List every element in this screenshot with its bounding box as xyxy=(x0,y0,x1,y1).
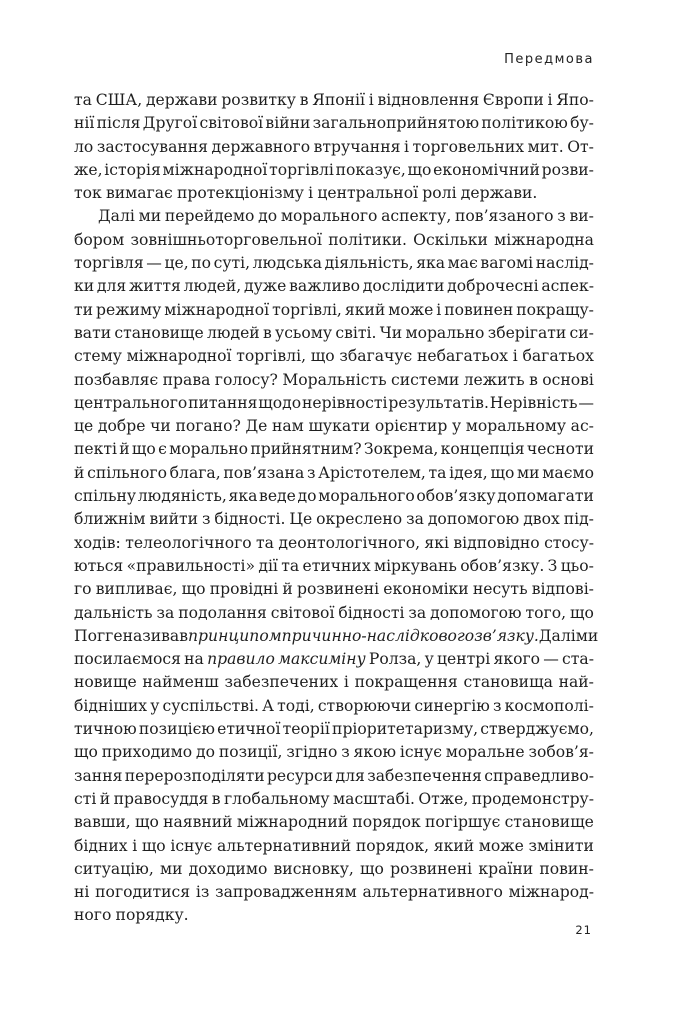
text-line: ні погодитися із запровадженням альтернативного міжнарод- xyxy=(74,883,594,902)
text-line: й спільного блага, пов’язана з Арістотелем, та ідея, що ми маємо xyxy=(74,463,594,482)
text-line: бідніших у суспільстві. А тоді, створюючи синергію з космополі- xyxy=(74,696,594,715)
text-line: посилаємося на правило максиміну Ролза, у центрі якого — ста- xyxy=(74,650,594,669)
text-line: зання перерозподіляти ресурси для забезпечення справедливо- xyxy=(74,766,594,785)
text-line: це добре чи погано? Де нам шукати орієнтир у моральному ас- xyxy=(74,417,594,436)
text-line: ток вимагає протекціонізму і центральної ролі держави. xyxy=(74,184,538,203)
text-line: бором зовнішньоторговельної політики. Оскільки міжнародна xyxy=(74,230,594,249)
text-line: вати становище людей в усьому світі. Чи морально зберігати си- xyxy=(74,323,594,342)
text-line: ситуацію, ми доходимо висновку, що розвинені країни повин- xyxy=(74,859,594,878)
text-line: новище найменш забезпечених і покращення становища най- xyxy=(74,673,594,692)
text-line: ти режиму міжнародної торгівлі, який може і повинен покращу- xyxy=(74,300,594,319)
text-line: спільну людяність, яка веде до морального обов’язку допомагати xyxy=(74,487,594,506)
text-line: вавши, що наявний міжнародний порядок погіршує становище xyxy=(74,813,594,832)
text-line: та США, держави розвитку в Японії і відновлення Європи і Япо- xyxy=(74,91,594,109)
text-line: стему міжнародної торгівлі, що збагачує небагатьох і багатьох xyxy=(74,347,594,366)
text-line: ходів: телеологічного та деонтологічного, які відповідно стосу- xyxy=(74,533,594,552)
text-line: бідних і що існує альтернативний порядок, який може змінити xyxy=(74,836,594,855)
text-line: сті й правосуддя в глобальному масштабі. Отже, продемонстру- xyxy=(74,789,594,808)
text-line: ного порядку. xyxy=(74,906,189,925)
running-header: Передмова xyxy=(504,52,594,67)
text-line: Погге називав принципом причинно-наслідкового зв’язку. Далі ми xyxy=(74,626,599,645)
text-line: нії після Другої світової війни загальноприйнятою політикою бу- xyxy=(74,114,594,133)
text-line: тичною позицією етичної теорії пріоритетаризму, стверджуємо, xyxy=(74,720,594,739)
page-number: 21 xyxy=(575,923,592,937)
text-line: ло застосування державного втручання і торговельних мит. От- xyxy=(74,137,594,156)
text-line: дальність за подолання світової бідності за допомогою того, що xyxy=(74,603,594,622)
text-line: ближнім вийти з бідності. Це окреслено за допомогою двох під- xyxy=(74,510,594,529)
text-line: ються «правильності» дії та етичних міркувань обов’язку. З цьо- xyxy=(74,556,594,575)
text-line: го випливає, що провідні й розвинені економіки несуть відпові- xyxy=(74,580,594,599)
text-line: пекті й що є морально прийнятним? Зокрема, концепція чесноти xyxy=(74,440,594,459)
body-text xyxy=(74,89,599,928)
text-line: центрального питання щодо нерівності результатів. Нерівність — xyxy=(74,393,594,412)
text-line: ки для життя людей, дуже важливо дослідити доброчесні аспек- xyxy=(74,277,594,296)
text-line: же, історія міжнародної торгівлі показує, що економічний розви- xyxy=(74,160,594,179)
text-line: торгівля — це, по суті, людська діяльність, яка має вагомі наслід- xyxy=(74,254,594,273)
text-line: позбавляє права голосу? Моральність системи лежить в основі xyxy=(74,370,594,389)
text-line: Далі ми перейдемо до морального аспекту, пов’язаного з ви- xyxy=(98,207,594,226)
text-line: що приходимо до позиції, згідно з якою існує моральне зобов’я- xyxy=(74,743,594,762)
